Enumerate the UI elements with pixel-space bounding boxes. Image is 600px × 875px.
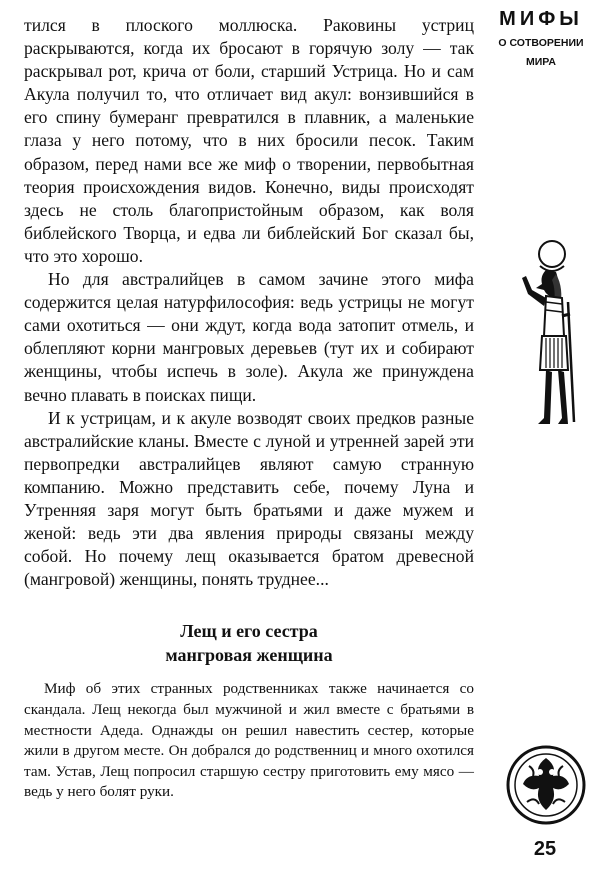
running-header	[486, 6, 596, 70]
section-heading	[24, 619, 474, 667]
section-subtitle-line1: О СОТВОРЕНИИ	[498, 37, 584, 49]
section-paragraph: Миф об этих странных родственниках также начинается со скандала. Лещ некогда был мужчиной и жил вместе с братьями в местности Адеда. Однажды он решил навестить сестер, которые жили в другом месте. Он добрался до родственниц и много охотился там. Устав, Лещ попросил старшую сестру приготовить ему мясо — ведь у него болят руки.	[24, 680, 474, 801]
section-heading-line2: мангровая женщина	[165, 645, 333, 666]
section-subtitle-line2: МИРА	[526, 56, 556, 68]
page-body	[24, 14, 474, 803]
section-title: МИФЫ	[499, 8, 583, 30]
egyptian-deity-illustration	[500, 232, 590, 432]
page-number: 25	[533, 838, 557, 860]
paragraph: Но для австралийцев в самом зачине этого мифа содержится целая натурфилософия: ведь устрицы не могут сами охотиться — они ждут, когда вода затопит отмель, и облепляют корни мангровых деревьев (тут их и собирают женщины, чтобы испечь в золе). Акула же принуждена вечно плавать в поисках пищи.	[24, 269, 474, 405]
section-heading-line1: Лещ и его сестра	[180, 621, 318, 642]
paragraph: И к устрицам, и к акуле возводят своих предков разные австралийские кланы. Вместе с луной и утренней зарей эти первопредки австралийцев являют самую странную компанию. Можно представить себе, почему Луна и Утренняя заря могут быть братьями и даже мужем и женой: ведь эти два явления природы связаны между собой. Но почему лещ оказывается братом древесной (мангровой) женщины, понять труднее...	[24, 407, 474, 590]
paragraph: тился в плоского моллюска. Раковины устриц раскрываются, когда их бросают в горячую золу — так раскрывал рот, крича от боли, старший Устрица. Но и сам Акула получил то, что отличает вид акул: вонзившийся в его спину бумеранг превратился в плавник, а маленькие глаза у него потому, что в них бросили песок. Таким образом, перед нами все же миф о творении, первобытная теория происхождения видов. Конечно, виды происходят здесь не столь благопристойным образом, как воля библейского Творца, и едва ли библейский Бог сказал бы, что это хорошо.	[24, 15, 474, 266]
ornamental-seal-icon	[505, 744, 587, 826]
